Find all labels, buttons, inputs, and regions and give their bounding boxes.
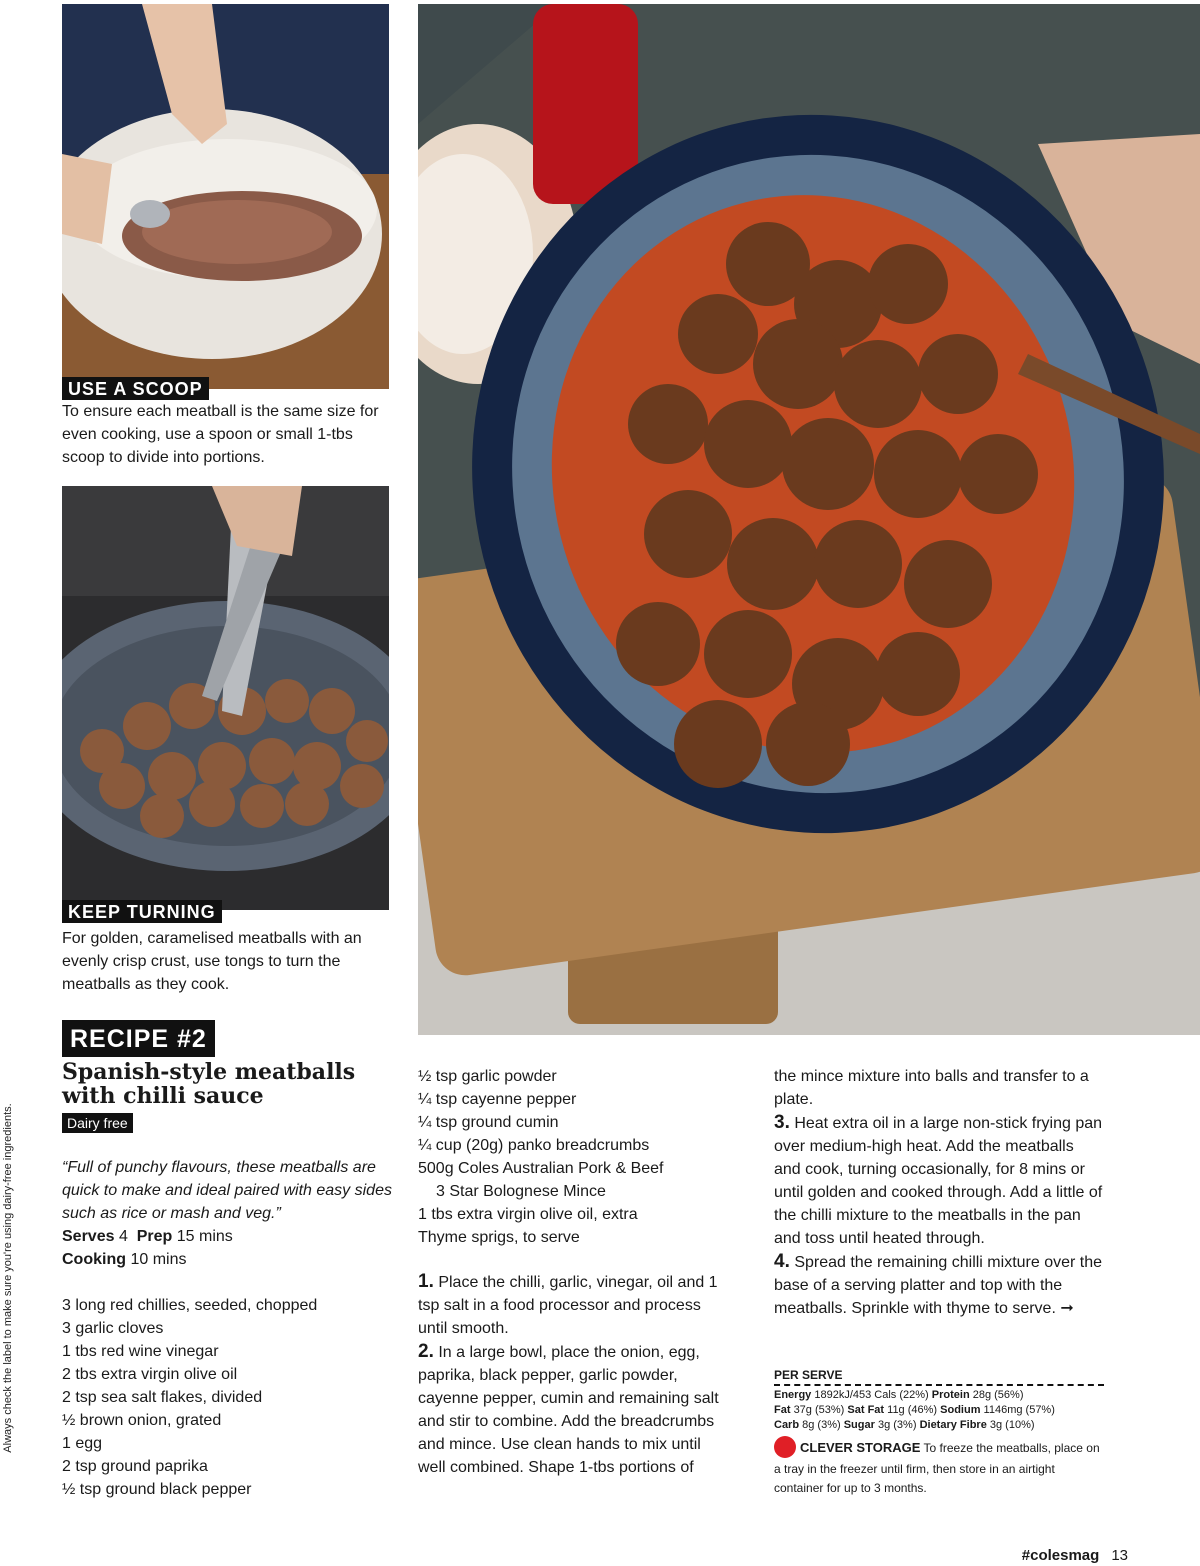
ingredient-item: ¼ tsp cayenne pepper [418, 1091, 577, 1108]
storage-text: To freeze the meatballs, place on a tray in the freezer until firm, then store in an airtight container for up to 3 months. [774, 1441, 1100, 1495]
nutrient-label: Energy [774, 1389, 812, 1401]
cooking-value: 10 mins [130, 1251, 187, 1268]
step-number: 4. [774, 1251, 790, 1272]
ingredient-item: ¼ tsp ground cumin [418, 1114, 559, 1131]
nutrition-line-1 [774, 1388, 1104, 1403]
storage-label: CLEVER STORAGE [800, 1440, 921, 1456]
method-column-2 [418, 1270, 730, 1479]
ingredient-item: 2 tbs extra virgin olive oil [62, 1366, 238, 1383]
ingredient-item: 3 Star Bolognese Mince [436, 1183, 606, 1200]
step-text: Heat extra oil in a large non-stick frying pan over medium-high heat. Add the meatballs and cook, turning occasionally, for 8 mins or until golden and cooked through. Add a little of the chilli mixture to the meatballs in the pan and toss until heated through. [774, 1115, 1103, 1247]
arrow-right-icon: ➞ [1060, 1300, 1074, 1317]
nutrient-label: Sat Fat [847, 1404, 885, 1416]
nutrient-value: 28g (56%) [972, 1389, 1024, 1401]
nutrient-value: 3g (10%) [989, 1419, 1035, 1431]
scoop-photo [62, 4, 389, 389]
ingredients-list-1 [62, 1294, 392, 1501]
ingredient-item: ¼ cup (20g) panko breadcrumbs [418, 1137, 650, 1154]
tip-text-scoop: To ensure each meatball is the same size for even cooking, use a spoon or small 1-tbs scoop to divide into portions. [62, 403, 379, 466]
ingredient-item: 2 tsp ground paprika [62, 1458, 208, 1475]
ingredient-item: Thyme sprigs, to serve [418, 1229, 580, 1246]
nutrient-value: 37g (53%) [793, 1404, 845, 1416]
tip-text-turning: For golden, caramelised meatballs with an evenly crisp crust, use tongs to turn the meatballs as they cook. [62, 930, 362, 993]
recipe-number-tag: RECIPE #2 [62, 1020, 215, 1057]
nutrient-label: Protein [931, 1389, 970, 1401]
nutrition-line-3 [774, 1418, 1104, 1433]
hashtag: #colesmag [1021, 1547, 1100, 1564]
turning-photo [62, 486, 389, 910]
method-column-3 [774, 1065, 1104, 1320]
dairy-free-side-note: Always check the label to make sure you're using dairy-free ingredients. [2, 1103, 14, 1453]
ingredient-item: 1 tbs red wine vinegar [62, 1343, 219, 1360]
nutrient-label: Sodium [940, 1404, 981, 1416]
ingredient-item: 3 long red chillies, seeded, chopped [62, 1297, 318, 1314]
nutrient-label: Sugar [843, 1419, 875, 1431]
nutrient-value: 11g (46%) [887, 1404, 938, 1416]
step-number: 1. [418, 1271, 434, 1292]
ingredient-item: 3 garlic cloves [62, 1320, 164, 1337]
cooking-line [62, 1248, 186, 1271]
recipe-quote: “Full of punchy flavours, these meatballs are quick to make and ideal paired with easy sides such as rice or mash and veg.” [62, 1159, 392, 1222]
tip-label-turning: KEEP TURNING [62, 900, 222, 923]
ingredient-item: 1 tbs extra virgin olive oil, extra [418, 1206, 638, 1223]
method-step-3 [774, 1111, 1104, 1250]
ingredient-item: 500g Coles Australian Pork & Beef [418, 1160, 664, 1177]
tip-label-scoop: USE A SCOOP [62, 377, 209, 400]
dairy-free-badge: Dairy free [62, 1113, 133, 1133]
serves-prep-line [62, 1225, 233, 1248]
ingredient-item: ½ tsp ground black pepper [62, 1481, 252, 1498]
ingredient-item: ½ tsp garlic powder [418, 1068, 557, 1085]
step-text: In a large bowl, place the onion, egg, paprika, black pepper, garlic powder, cayenne pepper, cumin and remaining salt and stir to combine. Add the breadcrumbs and mince. Use clean hands to mix until well combined. Shape 1-tbs portions of [418, 1344, 719, 1476]
prep-label: Prep [136, 1228, 173, 1245]
nutrient-label: Dietary Fibre [919, 1419, 987, 1431]
method-step-2-continued: the mince mixture into balls and transfer to a plate. [774, 1068, 1089, 1108]
nutrient-label: Carb [774, 1419, 800, 1431]
ingredients-list-2 [418, 1065, 738, 1249]
method-step-4 [774, 1250, 1104, 1320]
nutrient-value: 1146mg (57%) [983, 1404, 1055, 1416]
ingredient-item: 1 egg [62, 1435, 103, 1452]
cooking-label: Cooking [62, 1251, 126, 1268]
nutrient-label: Fat [774, 1404, 791, 1416]
nutrition-header: PER SERVE [774, 1368, 1104, 1386]
page-footer [1022, 1547, 1128, 1564]
nutrition-panel [774, 1368, 1104, 1433]
step-text: Place the chilli, garlic, vinegar, oil and 1 tsp salt in a food processor and process until smooth. [418, 1274, 718, 1337]
nutrient-value: 8g (3%) [802, 1419, 841, 1431]
ingredient-item: ½ brown onion, grated [62, 1412, 222, 1429]
method-step-1 [418, 1270, 730, 1340]
step-text: Spread the remaining chilli mixture over the base of a serving platter and top with the meatballs. Sprinkle with thyme to serve. [774, 1254, 1103, 1317]
page-number: 13 [1111, 1547, 1128, 1564]
serves-label: Serves [62, 1228, 115, 1245]
clever-storage-note [774, 1438, 1104, 1498]
step-number: 3. [774, 1112, 790, 1133]
nutrition-line-2 [774, 1403, 1104, 1418]
serves-value: 4 [118, 1228, 128, 1245]
prep-value: 15 mins [176, 1228, 233, 1245]
method-step-2 [418, 1340, 730, 1479]
nutrient-value: 3g (3%) [877, 1419, 917, 1431]
leaf-icon [774, 1436, 796, 1458]
ingredient-item: 2 tsp sea salt flakes, divided [62, 1389, 263, 1406]
nutrient-value: 1892kJ/453 Cals (22%) [814, 1389, 929, 1401]
meatballs-hero-photo [418, 4, 1200, 1035]
recipe-title: Spanish-style meatballs with chilli sauce [62, 1059, 356, 1109]
step-number: 2. [418, 1341, 434, 1362]
